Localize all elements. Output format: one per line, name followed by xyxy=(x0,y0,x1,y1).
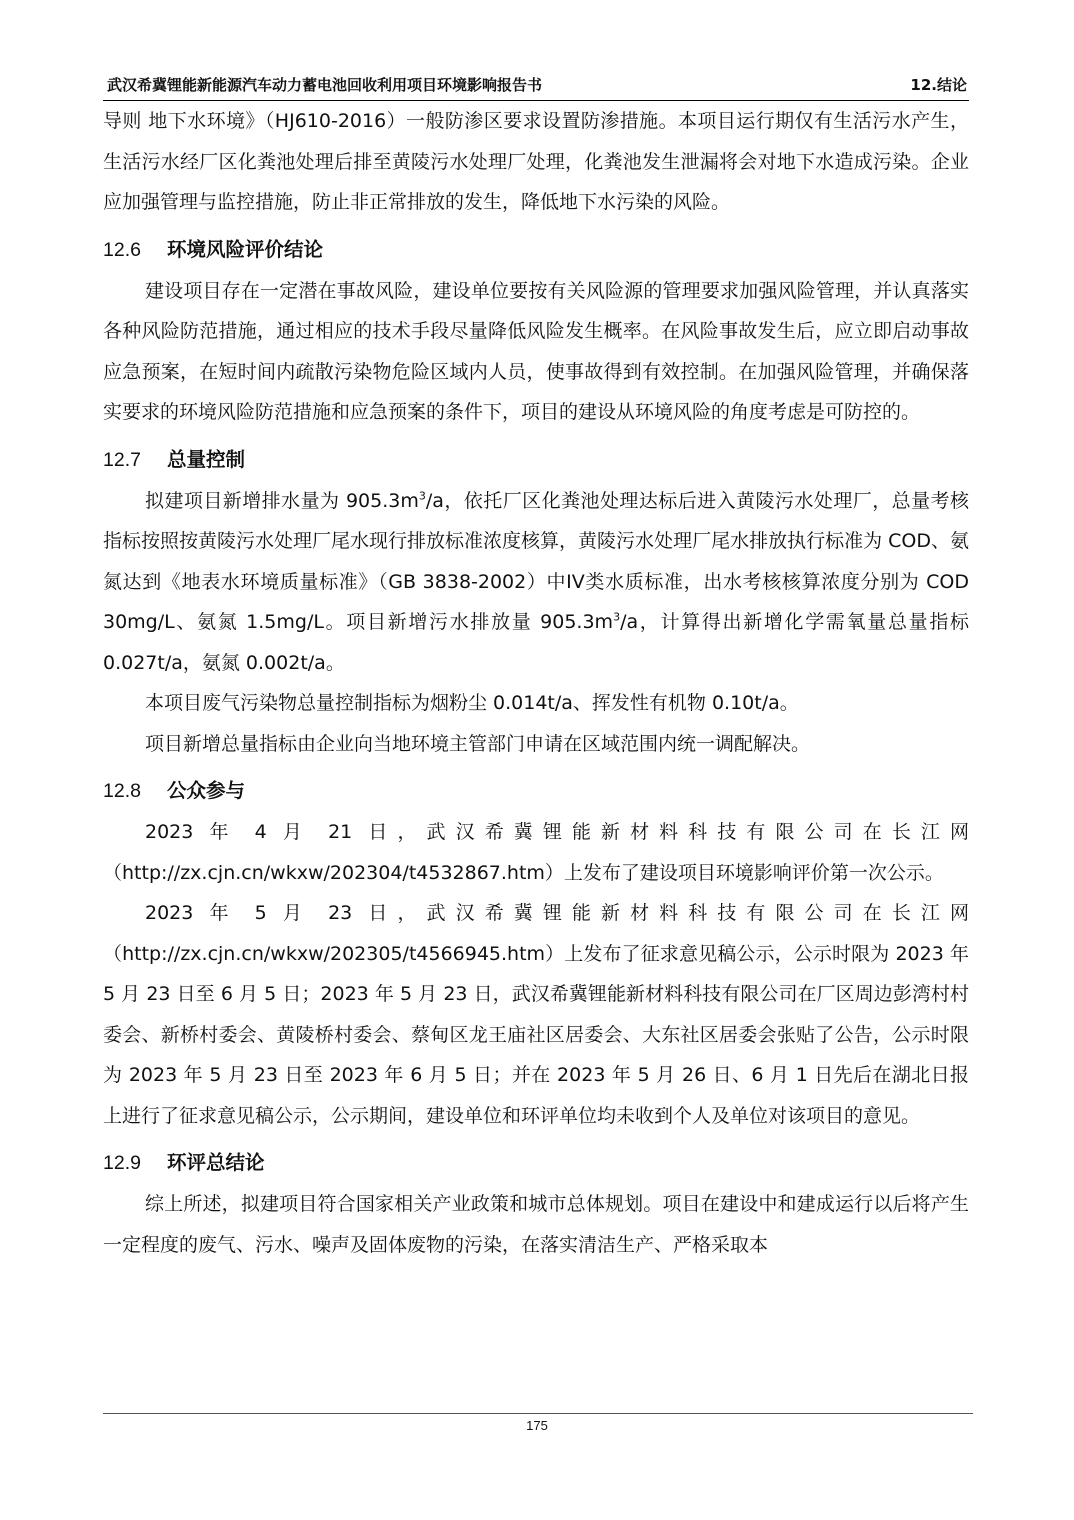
first-notice-paragraph: 2023 年 4 月 21 日，武汉希冀锂能新材料科技有限公司在长江网（http://zx.cjn.cn/wkxw/202304/t4532867.htm）上发布了建设项目环境影响评价第一次公示。 xyxy=(103,821,969,884)
section-heading-12-7 xyxy=(103,439,969,481)
conclusion-paragraph: 综上所述，拟建项目符合国家相关产业政策和城市总体规划。项目在建设中和建成运行以后将产生一定程度的废气、污水、噪声及固体废物的污染，在落实清洁生产、严格采取本 xyxy=(103,1193,969,1256)
section-number: 12.8 xyxy=(103,780,141,802)
section-heading-12-6 xyxy=(103,229,969,271)
intro-paragraph: 导则 地下水环境》（HJ610-2016）一般防渗区要求设置防渗措施。本项目运行期仅有生活污水产生，生活污水经厂区化粪池处理后排至黄陵污水处理厂处理，化粪池发生泄漏将会对地下水造成污染。企业应加强管理与监控措施，防止非正常排放的发生，降低地下水污染的风险。 xyxy=(103,110,969,213)
footer-divider xyxy=(103,1413,973,1414)
section-title: 环境风险评价结论 xyxy=(167,237,324,261)
page-number: 175 xyxy=(526,1418,548,1433)
document-body xyxy=(103,101,969,1265)
section-heading-12-8 xyxy=(103,770,969,812)
header-chapter: 12.结论 xyxy=(910,76,967,94)
second-notice-paragraph: 2023 年 5 月 23 日，武汉希冀锂能新材料科技有限公司在长江网（http://zx.cjn.cn/wkxw/202305/t4566945.htm）上发布了征求意见稿公示，公示时限为 2023 年 5 月 23 日至 6 月 5 日；2023 年 5 月 23 日，武汉希冀锂能新材料科技有限公司在厂区周边彭湾村村委会、新桥村委会、黄陵桥村委会、蔡甸区龙王庙社区居委会、大东社区居委会张贴了公告，公示时限为 2023 年 5 月 23 日至 2023 年 6 月 5 日；并在 2023 年 5 月 26 日、6 月 1 日先后在湖北日报上进行了征求意见稿公示，公示期间，建设单位和环评单位均未收到个人及单位对该项目的意见。 xyxy=(103,902,969,1127)
section-number: 12.7 xyxy=(103,448,141,471)
section-title: 公众参与 xyxy=(167,779,246,802)
quota-allocation-paragraph: 项目新增总量指标由企业向当地环境主管部门申请在区域范围内统一调配解决。 xyxy=(145,732,811,755)
header-title: 武汉希冀锂能新能源汽车动力蓄电池回收利用项目环境影响报告书 xyxy=(107,76,543,94)
section-heading-12-9 xyxy=(103,1142,969,1184)
risk-paragraph: 建设项目存在一定潜在事故风险，建设单位要按有关风险源的管理要求加强风险管理，并认真落实各种风险防范措施，通过相应的技术手段尽量降低风险发生概率。在风险事故发生后，应立即启动事故应急预案，在短时间内疏散污染物危险区域内人员，使事故得到有效控制。在加强风险管理，并确保落实要求的环境风险防范措施和应急预案的条件下，项目的建设从环境风险的角度考虑是可防控的。 xyxy=(103,279,969,423)
section-title: 环评总结论 xyxy=(167,1151,265,1174)
total-control-paragraph: 拟建项目新增排水量为 $905.3m^3/a$，依托厂区化粪池处理达标后进入黄陵污水处理厂，总量考核指标按照按黄陵污水处理厂尾水现行排放标准浓度核算，黄陵污水处理厂尾水排放执行标准为 COD、氨氮达到《地表水环境质量标准》（GB 3838-2002）中IV类水质标准，出水考核核算浓度分别为 COD 30mg/L、氨氮 1.5mg/L。项目新增污水排放量 $905.3m^3/a$，计算得出新增化学需氧量总量指标 0.027t/a，氨氮 0.002t/a。 xyxy=(103,489,970,674)
page-header xyxy=(103,74,969,101)
exhaust-control-paragraph: 本项目废气污染物总量控制指标为烟粉尘 0.014t/a、挥发性有机物 0.10t/a。 xyxy=(145,692,799,714)
section-title: 总量控制 xyxy=(167,447,246,471)
section-number: 12.9 xyxy=(103,1152,141,1174)
section-number: 12.6 xyxy=(103,238,141,261)
